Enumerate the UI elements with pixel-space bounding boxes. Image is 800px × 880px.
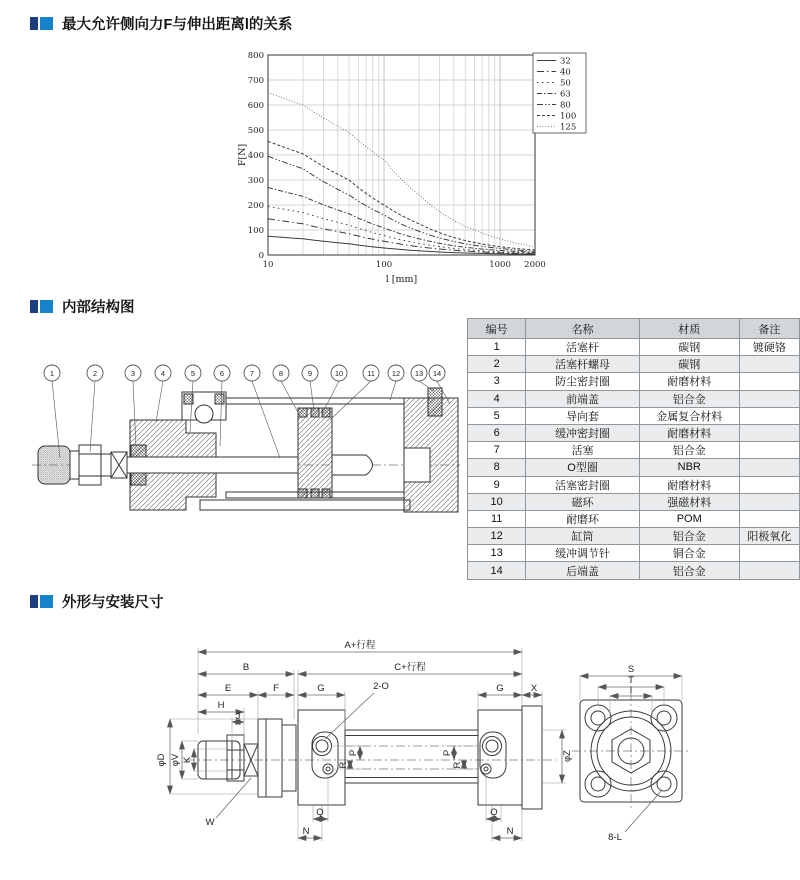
table-cell [739,476,799,493]
legend-entry: 100 [560,111,577,122]
callout-number: 5 [190,368,196,378]
table-cell: 1 [468,339,526,356]
dim-label-g-left: G [317,683,325,694]
table-cell [739,459,799,476]
section-header-outline [30,591,164,612]
callout [322,365,347,414]
dim-label-q-left: Q [316,807,324,818]
callout-number: 13 [414,368,424,378]
callout-number: 1 [49,368,55,378]
callout [87,365,103,452]
callout-number: 7 [249,368,255,378]
dim-label-s: S [627,664,635,675]
table-cell: 活塞 [526,442,639,459]
dim-label-w: W [205,817,215,828]
table-row [468,390,800,407]
y-tick-label: 100 [247,226,264,236]
table-cell: 磁环 [526,493,639,510]
y-tick-label: 300 [247,176,264,186]
table-cell: 13 [468,545,526,562]
dim-label-k: K [182,756,193,764]
table-cell: 强磁材料 [639,493,739,510]
dim-label-q-right: Q [490,807,498,818]
table-row [468,510,800,527]
section-title: 内部结构图 [62,300,135,316]
callout-number: 10 [334,368,344,378]
y-tick-label: 400 [247,151,264,161]
table-cell: 4 [468,390,526,407]
y-tick-label: 800 [247,51,264,61]
table-cell: 碳钢 [639,356,739,373]
dim-label-two-o: 2-O [373,681,389,692]
table-cell [739,510,799,527]
section-title: 外形与安装尺寸 [62,595,164,611]
legend-entry: 125 [560,122,577,133]
callout-number: 14 [432,368,442,378]
dim-label-p-right: P [442,749,453,757]
table-cell: O型圈 [526,459,639,476]
table-cell: 2 [468,356,526,373]
y-tick-label: 0 [258,251,264,261]
table-cell: 9 [468,476,526,493]
table-header-cell: 备注 [739,319,799,339]
table-cell [739,356,799,373]
dim-label-g-right: G [496,683,504,694]
table-cell: 11 [468,510,526,527]
table-cell [739,442,799,459]
table-cell [739,493,799,510]
table-cell: 后端盖 [526,562,639,579]
x-tick-label: 2000 [524,260,546,270]
table-row [468,424,800,441]
part-callouts [44,365,450,458]
table-cell: 缓冲密封圈 [526,424,639,441]
chart-grid [268,55,535,255]
table-row [468,407,800,424]
internal-structure-diagram [30,358,462,550]
chart-legend [533,53,586,133]
outline-dimension-drawing [128,622,693,870]
table-cell: 防尘密封圈 [526,373,639,390]
callout [155,365,171,422]
dim-label-phi-v: φV [170,753,181,767]
table-cell [739,407,799,424]
dim-label-n-right: N [506,826,514,837]
table-cell: 耐磨材料 [639,373,739,390]
dim-label-i: I [629,685,633,696]
table-cell: 碳钢 [639,339,739,356]
dim-label-x: X [530,683,538,694]
dim-label-t: T [628,675,634,686]
table-row [468,493,800,510]
callout-number: 8 [278,368,284,378]
cylinder-side-view [186,706,556,809]
table-cell: NBR [639,459,739,476]
table-cell: 10 [468,493,526,510]
legend-entry: 40 [560,67,571,78]
table-cell: 3 [468,373,526,390]
callout-number: 12 [391,368,401,378]
table-cell: 阳极氧化 [739,528,799,545]
table-cell: 铝合金 [639,442,739,459]
table-cell: 前端盖 [526,390,639,407]
table-cell: 铜合金 [639,545,739,562]
table-cell: 缓冲调节针 [526,545,639,562]
callout [388,365,404,400]
y-tick-label: 200 [247,201,264,211]
x-tick-label: 100 [375,260,393,270]
table-cell: 14 [468,562,526,579]
table-cell: 活塞密封圈 [526,476,639,493]
dim-label-h: H [217,700,225,711]
callout-number: 4 [160,368,166,378]
callout [273,365,300,416]
table-cell: 8 [468,459,526,476]
parts-table [467,318,800,580]
cylinder-cross-section [32,388,460,512]
dim-label-a-stroke: A+行程 [344,640,376,651]
table-cell: 镀硬铬 [739,339,799,356]
y-tick-label: 500 [247,126,264,136]
table-header-row [468,319,800,339]
table-cell: 6 [468,424,526,441]
dim-label-eight-l: 8-L [608,832,622,843]
y-axis-label: F[N] [237,143,248,167]
table-row [468,545,800,562]
cylinder-end-view [572,692,690,810]
dim-label-r-right: R [452,761,463,769]
y-tick-label: 700 [247,76,264,86]
table-row [468,562,800,579]
dim-label-phi-d: φD [156,753,167,767]
table-row [468,528,800,545]
dim-label-f: F [273,683,279,694]
legend-entry: 63 [560,89,571,100]
dim-label-n-left: N [302,826,310,837]
table-header-cell: 编号 [468,319,526,339]
table-cell: 12 [468,528,526,545]
table-cell: 铝合金 [639,390,739,407]
table-header-cell: 材质 [639,319,739,339]
table-cell: 铝合金 [639,562,739,579]
dim-label-p-left: P [348,749,359,757]
callout-number: 9 [307,368,313,378]
dim-label-j: J [235,711,241,722]
table-cell: 7 [468,442,526,459]
table-cell [739,545,799,562]
table-cell [739,373,799,390]
table-row [468,459,800,476]
lateral-force-chart [232,43,592,285]
callout [244,365,280,458]
table-cell: POM [639,510,739,527]
dim-label-r-left: R [338,761,349,769]
dim-label-e: E [224,683,232,694]
section-header-chart [30,13,292,34]
section-bullet-icon [30,300,53,313]
table-cell: 耐磨环 [526,510,639,527]
table-cell: 活塞杆 [526,339,639,356]
x-tick-label: 1000 [489,260,511,270]
table-row [468,373,800,390]
x-tick-label: 10 [262,260,274,270]
legend-entry: 50 [560,78,571,89]
table-row [468,356,800,373]
table-row [468,442,800,459]
callout-number: 11 [367,368,375,378]
table-row [468,339,800,356]
callout-number: 6 [219,368,225,378]
table-cell: 耐磨材料 [639,424,739,441]
table-row [468,476,800,493]
section-header-internal [30,296,135,317]
table-cell: 导向套 [526,407,639,424]
legend-entry: 80 [560,100,571,111]
table-cell: 耐磨材料 [639,476,739,493]
table-cell [739,424,799,441]
chart-axis-labels [237,51,546,285]
section-title: 最大允许侧向力F与伸出距离l的关系 [62,17,293,33]
table-cell: 活塞杆螺母 [526,356,639,373]
callout-number: 3 [130,368,136,378]
dim-label-c-stroke: C+行程 [394,662,426,673]
table-cell: 铝合金 [639,528,739,545]
x-axis-label: l [mm] [385,274,418,285]
section-bullet-icon [30,17,53,30]
table-cell: 缸筒 [526,528,639,545]
table-cell [739,390,799,407]
table-header-cell: 名称 [526,319,639,339]
callout-number: 2 [92,368,98,378]
dim-label-phi-z: φZ [562,750,573,762]
section-bullet-icon [30,595,53,608]
callout [44,365,60,458]
table-cell [739,562,799,579]
legend-entry: 32 [560,56,571,67]
table-cell: 金属复合材料 [639,407,739,424]
dim-label-b: B [242,662,250,673]
table-cell: 5 [468,407,526,424]
y-tick-label: 600 [247,101,264,111]
